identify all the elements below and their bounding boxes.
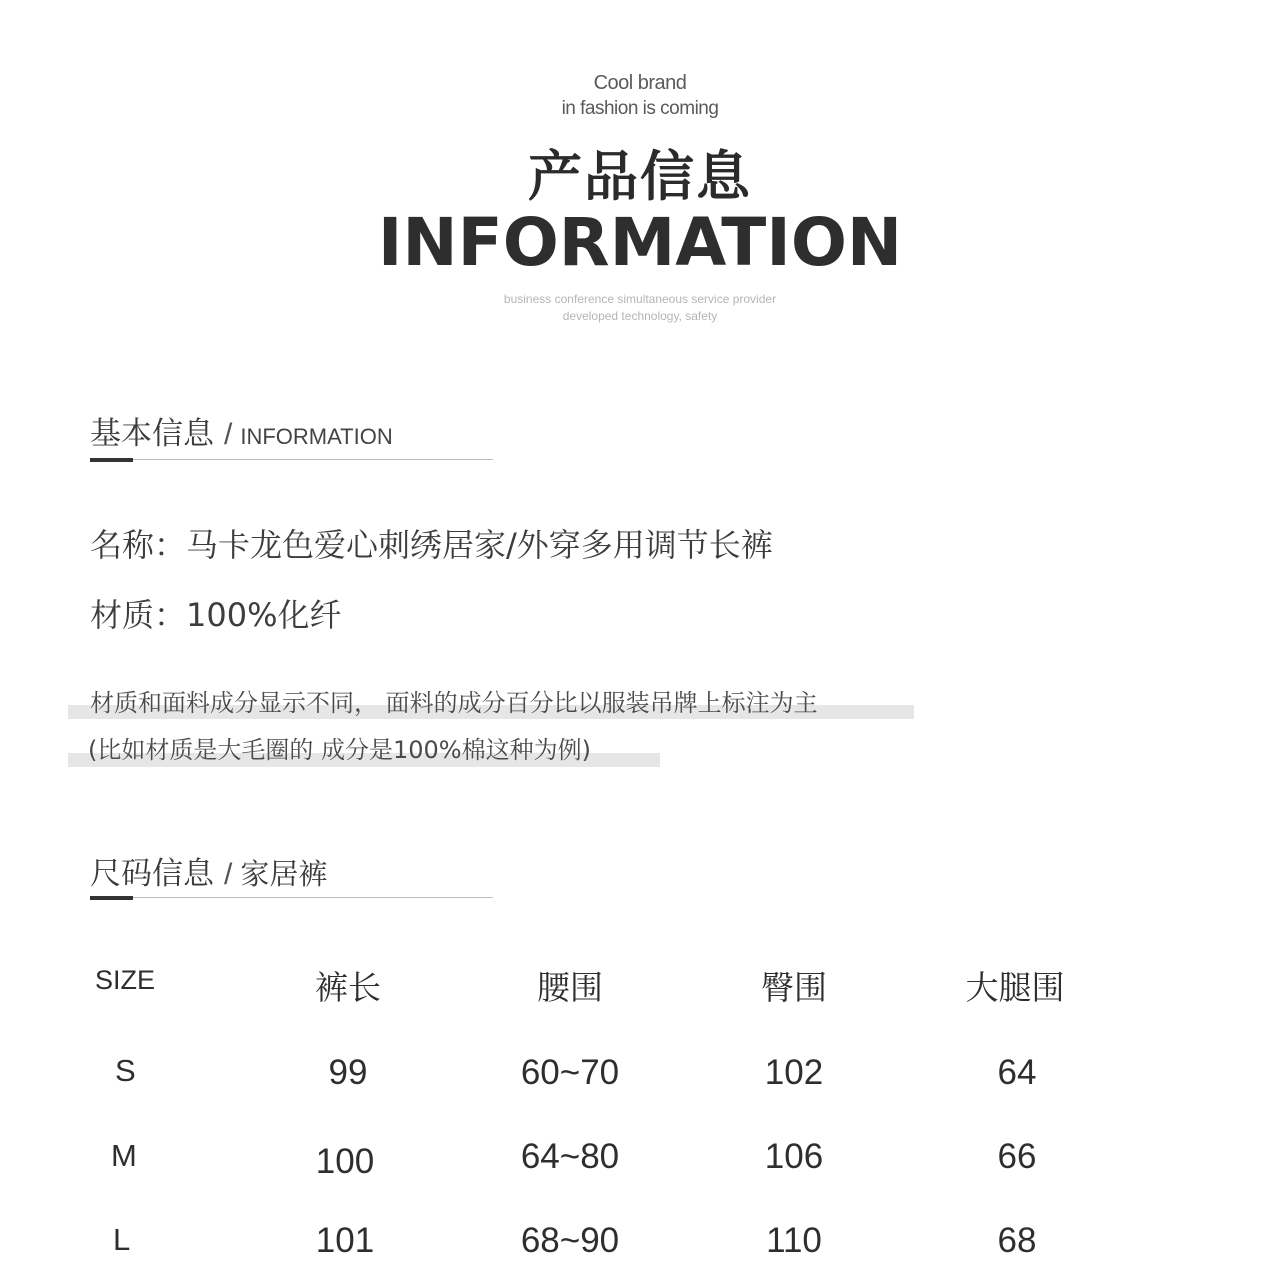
heading-slash: /: [224, 858, 233, 891]
material-note-2: (比如材质是大毛圈的 成分是100%棉这种为例): [88, 736, 591, 764]
column-header-hip: 臀围: [761, 968, 827, 1007]
heading-slash: /: [224, 418, 233, 451]
basic-info-heading-cn: 基本信息: [90, 416, 214, 452]
basic-info-heading: [90, 408, 393, 453]
section-divider: [90, 897, 493, 898]
hip-cell: 102: [764, 1053, 824, 1092]
length-cell: 99: [328, 1053, 368, 1092]
basic-info-heading-en: INFORMATION: [240, 424, 393, 449]
hip-cell: 110: [766, 1221, 822, 1260]
size-cell: S: [115, 1053, 136, 1088]
section-divider-accent: [90, 896, 133, 900]
product-material: 材质：100%化纤: [90, 596, 342, 634]
thigh-cell: 68: [997, 1221, 1037, 1260]
brand-tagline-2: in fashion is coming: [561, 98, 719, 119]
size-info-heading-sub: 家居裤: [240, 857, 328, 891]
size-cell: L: [113, 1222, 131, 1257]
thigh-cell: 66: [997, 1137, 1037, 1176]
brand-tagline-1: Cool brand: [593, 72, 687, 94]
size-cell: M: [111, 1138, 137, 1173]
material-note-1: 材质和面料成分显示不同， 面料的成分百分比以服装吊牌上标注为主: [90, 689, 818, 717]
section-divider: [90, 459, 493, 460]
waist-cell: 68~90: [520, 1221, 620, 1260]
column-header-length: 裤长: [315, 968, 381, 1007]
size-info-heading: [90, 848, 327, 893]
length-cell: 101: [315, 1221, 375, 1260]
waist-cell: 60~70: [520, 1053, 620, 1092]
section-divider-accent: [90, 458, 133, 462]
product-name: 名称：马卡龙色爱心刺绣居家/外穿多用调节长裤: [90, 526, 773, 564]
column-header-size: SIZE: [95, 965, 156, 995]
size-info-heading-cn: 尺码信息: [90, 856, 214, 892]
column-header-thigh: 大腿围: [965, 968, 1065, 1007]
length-cell: 100: [315, 1142, 375, 1181]
waist-cell: 64~80: [520, 1137, 620, 1176]
subtitle-line-1: business conference simultaneous service provider: [503, 292, 777, 306]
column-header-waist: 腰围: [537, 968, 603, 1007]
subtitle-line-2: developed technology, safety: [562, 309, 718, 323]
page-title-en: INFORMATION: [377, 204, 903, 281]
hip-cell: 106: [764, 1137, 824, 1176]
page-title-cn: 产品信息: [528, 145, 752, 208]
thigh-cell: 64: [997, 1053, 1037, 1092]
